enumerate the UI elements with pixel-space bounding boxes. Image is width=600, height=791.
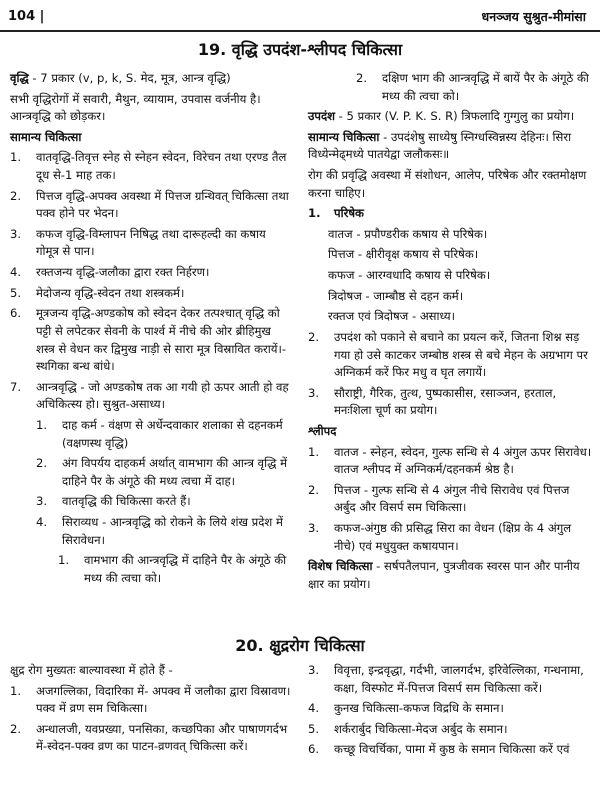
page-header	[0, 0, 600, 32]
list-item	[308, 70, 592, 105]
list-item	[36, 417, 292, 452]
list-item-number: 4.	[308, 701, 320, 716]
list-item	[10, 683, 292, 718]
list-item-text: सिराव्यध - आन्त्रवृद्धि को रोकने के लिये शंख प्रदेश में सिरावेधन।	[62, 515, 283, 547]
list-item-text: उपदंश को पकाने से बचाने का प्रयत्न करें, जितना शिश्न सड़ गया हो उसे काटकर जम्बोष्ठ शस्त्र से बचे मेहन के अग्रभाग पर अग्निकर्म करें फिर मधु व घृत लगायें।	[334, 329, 588, 380]
list-item	[308, 662, 592, 697]
list-item-number: 3.	[308, 385, 320, 400]
list-item-text: दक्षिण भाग की आन्त्रवृद्धि में बायें पैर के अंगूठे की मध्य की त्वचा को।	[382, 71, 589, 103]
list-item	[36, 455, 292, 490]
list-item	[10, 149, 292, 184]
list-item-number: 2.	[308, 329, 320, 344]
ch20-right-list	[308, 662, 592, 759]
list-item-text: पित्तज - गुल्फ सन्धि से 4 अंगुल नीचे सिरावेध एवं पित्तज अर्बुद और विसर्प सम चिकित्सा।	[334, 482, 570, 515]
list-item-text: वामभाग की आन्त्रवृद्धि में दाहिने पैर के अंगूठे की मध्य की त्वचा को।	[84, 553, 287, 585]
list-item-text: आन्त्रवृद्धि - जो अण्डकोष तक आ गयी हो ऊपर आती हो वह अचिकित्स्य हो। सुश्रुत-असाध्य।	[36, 379, 289, 412]
list-item-text: सौराष्ट्री, गैरिक, तुत्थ, पुष्पकासीस, रसाञ्जन, हरताल, मनःशिला चूर्ण का प्रयोग।	[334, 385, 557, 418]
list-item	[36, 493, 292, 511]
parisheka-line: वातज - प्रपौण्डरीक कषाय से परिषेक।	[328, 226, 488, 241]
list-item	[308, 482, 592, 517]
parisheka-line: त्रिदोषज - जाम्बौष्ठ से दहन कर्म।	[328, 288, 464, 303]
avoid-note: सभी वृद्धिरोगों में सवारी, मैथुन, व्यायाम, उपवास वर्जनीय है। आन्त्रवृद्धि को छोड़कर।	[10, 91, 261, 124]
chapter-19-title: 19. वृद्धि उपदंश-श्लीपद चिकित्सा	[197, 40, 403, 59]
parisheka-line: रक्तज एवं त्रिदोषज - असाध्य।	[328, 309, 455, 324]
list-item-text: पित्तज वृद्धि-अपक्व अवस्था में पित्तज ग्रन्थिवत् चिकित्सा तथा पक्व होने पर भेदन।	[36, 188, 289, 221]
stage-note: रोग की प्रवृद्धि अवस्था में संशोधन, आलेप, परिषेक और रक्तमोक्षण करना चाहिए।	[308, 168, 587, 200]
list-item-text: दाह कर्म - वंक्षण से अर्धेन्दवाकार शलाका से दहनकर्म (वक्षणस्थ वृद्धि)	[62, 417, 283, 450]
ch20-left-column	[10, 662, 292, 759]
book-title: धनञ्जय सुश्रुत-मीमांसा	[481, 9, 586, 24]
shlipada-heading: श्लीपद	[308, 423, 337, 438]
samanya-text: - उपदंशेषु साध्येषु स्निग्धस्विन्नस्य देहिनः। सिरा विध्येन्मेढ्मध्ये पातयेद्वा जलौकसः॥	[308, 129, 572, 162]
list-item	[10, 285, 292, 303]
list-item-number: 2.	[10, 721, 22, 736]
ch19-left-column	[10, 70, 292, 590]
list-item-text: शर्करार्बुद चिकित्सा-मेदज अर्बुद के समान।	[334, 721, 508, 736]
list-item-text: अन्धालजी, यवप्रख्या, पनसिका, कच्छपिका और पाषाणगर्दभ में-स्वेदन-पक्व व्रण का पाटन-व्रणवत् चिकित्सा करें।	[36, 721, 288, 754]
list-item-number: 1.	[308, 206, 321, 221]
ch20-left-list	[10, 683, 292, 756]
list-item	[10, 264, 292, 282]
list-item-number: 6.	[10, 306, 22, 321]
samanya-heading: सामान्य चिकित्सा	[10, 129, 82, 144]
parisheka-line: पित्तज - क्षीरीवृक्ष कषाय से परिषेक।	[328, 247, 479, 262]
list-item	[308, 741, 592, 759]
list-item	[308, 520, 592, 555]
ch19-left-sublist	[36, 417, 292, 549]
list-item-text: कफज-अंगुष्ठ की प्रसिद्ध सिरा का वेधन (क्षिप्र के 4 अंगुल नीचे) एवं मधुयुक्त कषायपान।	[334, 521, 572, 553]
list-item-number: 1.	[58, 553, 70, 568]
vriddhi-types: - 7 प्रकार (v, p, k, S. मेद, मूत्र, आन्त्र वृद्धि)	[28, 71, 231, 85]
list-item	[308, 385, 592, 420]
page-number: 104 |	[8, 9, 45, 24]
list-item	[308, 444, 592, 479]
parisheka-list	[308, 226, 592, 326]
list-item-text: कुनख चिकित्सा-कफज विद्रधि के समान।	[334, 701, 504, 716]
vishesha-heading: विशेष चिकित्सा	[308, 559, 373, 574]
list-item-text: मेदोजन्य वृद्धि-स्वेदन तथा शस्त्रकर्म।	[36, 285, 185, 300]
list-item-number: 3.	[36, 494, 48, 509]
ch19-left-list	[10, 149, 292, 414]
list-item	[10, 721, 292, 756]
chapter-20-title: 20. क्षुद्ररोग चिकित्सा	[235, 636, 365, 655]
upadamsha-line	[308, 108, 592, 126]
list-item	[10, 226, 292, 261]
list-item-number: 4.	[36, 515, 48, 530]
list-item-text: वातवृद्धि की चिकित्सा करते हैं।	[62, 494, 191, 509]
list-item-text: अजगल्लिका, विदारिका में- अपक्व में जलौका द्वारा विस्रावण। पक्व में व्रण सम चिकित्सा।	[36, 683, 291, 716]
vishesha-text: - सर्षपतैलपान, पुत्रजीवक स्वरस पान और पानीय क्षार का प्रयोग।	[308, 559, 580, 591]
list-item	[58, 552, 292, 587]
upadamsha-types: - 5 प्रकार (V. P. K. S. R) त्रिफलादि गुग्गुलु का प्रयोग।	[334, 109, 575, 124]
list-item	[10, 305, 292, 375]
list-item-number: 2.	[356, 71, 368, 85]
samanya-line	[308, 129, 592, 164]
list-item	[308, 205, 592, 223]
list-item-number: 1.	[308, 444, 320, 459]
list-item-text: वातवृद्धि-तिवृत्त स्नेह से स्नेहन स्वेदन, विरेचन तथा एरण्ड तैल दूध से-1 माह तक।	[36, 150, 287, 183]
list-item	[36, 514, 292, 549]
list-item-text: विवृत्ता, इन्द्रवृद्धा, गर्दभी, जालगर्दभ, इरिवेल्लिका, गन्धनामा, कक्षा, विस्फोट में-पित्तज विसर्प सम चिकित्सा करें।	[334, 663, 584, 695]
list-item-number: 1.	[10, 150, 22, 165]
list-item-text: मूत्रजन्य वृद्धि-अण्डकोष को स्वेदन देकर तत्पश्चात् वृद्धि को पट्टी से लपेटकर सेवनी के पार्श्व में नीचे की ओर ब्रीहिमुख शस्त्र से वेधन कर द्विमुख नाड़ी से सारा मूत्र विस्रावित करायें।-स्थगिका बन्ध बांधे।	[36, 306, 287, 374]
ch20-right-column	[308, 662, 592, 762]
list-item-number: 5.	[10, 285, 22, 300]
list-item-text: कफज वृद्धि-विम्लापन निषिद्ध तथा दारूहल्दी का कषाय गोमूत्र से पान।	[36, 226, 266, 259]
vishesha-line	[308, 558, 592, 593]
shlipada-list	[308, 444, 592, 556]
list-item-number: 7.	[10, 379, 22, 394]
list-item	[308, 700, 592, 718]
list-item-number: 3.	[10, 226, 22, 241]
list-item-number: 3.	[308, 521, 320, 536]
vriddhi-line	[10, 70, 292, 88]
list-item-text: वातज - स्नेहन, स्वेदन, गुल्फ सन्धि से 4 अंगुल ऊपर सिरावेध। वातज श्लीपद में अग्निकर्म/दहनकर्म श्रेष्ठ है।	[334, 444, 592, 477]
list-item-number: 2.	[308, 482, 320, 497]
list-item	[10, 379, 292, 414]
ch19-right-column	[308, 70, 592, 596]
list-item	[308, 329, 592, 382]
list-item-number: 4.	[10, 265, 22, 280]
list-item-text: रक्तजन्य वृद्धि-जलौका द्वारा रक्त निर्हरण।	[36, 265, 210, 280]
list-item-text: अंग विपर्यय दाहकर्म अर्थात् वामभाग की आन्त्र वृद्धि में दाहिने पैर के अंगूठे की मध्य त्वचा में दाह।	[62, 456, 288, 488]
vriddhi-heading: वृद्धि	[10, 71, 29, 85]
parisheka-line: कफज - आरग्वधादि कषाय से परिषेक।	[328, 268, 491, 283]
upadamsha-heading: उपदंश	[308, 109, 335, 124]
samanya-heading-right: सामान्य चिकित्सा	[308, 129, 380, 144]
list-item-number: 5.	[308, 721, 320, 736]
list-item-number: 1.	[36, 417, 48, 432]
list-item-number: 2.	[36, 456, 48, 471]
list-item-number: 2.	[10, 188, 22, 203]
list-item-number: 6.	[308, 742, 320, 757]
parisheka-heading: परिषेक	[334, 206, 364, 221]
ch20-intro: क्षुद्र रोग मुख्यतः बाल्यावस्था में होते हैं -	[10, 663, 173, 677]
list-item-text: कच्छू विचर्चिका, पामा में कुष्ठ के समान चिकित्सा करें एवं	[334, 742, 570, 757]
list-item-number: 3.	[308, 663, 320, 677]
list-item-number: 1.	[10, 683, 22, 698]
list-item	[308, 721, 592, 739]
list-item	[10, 188, 292, 223]
